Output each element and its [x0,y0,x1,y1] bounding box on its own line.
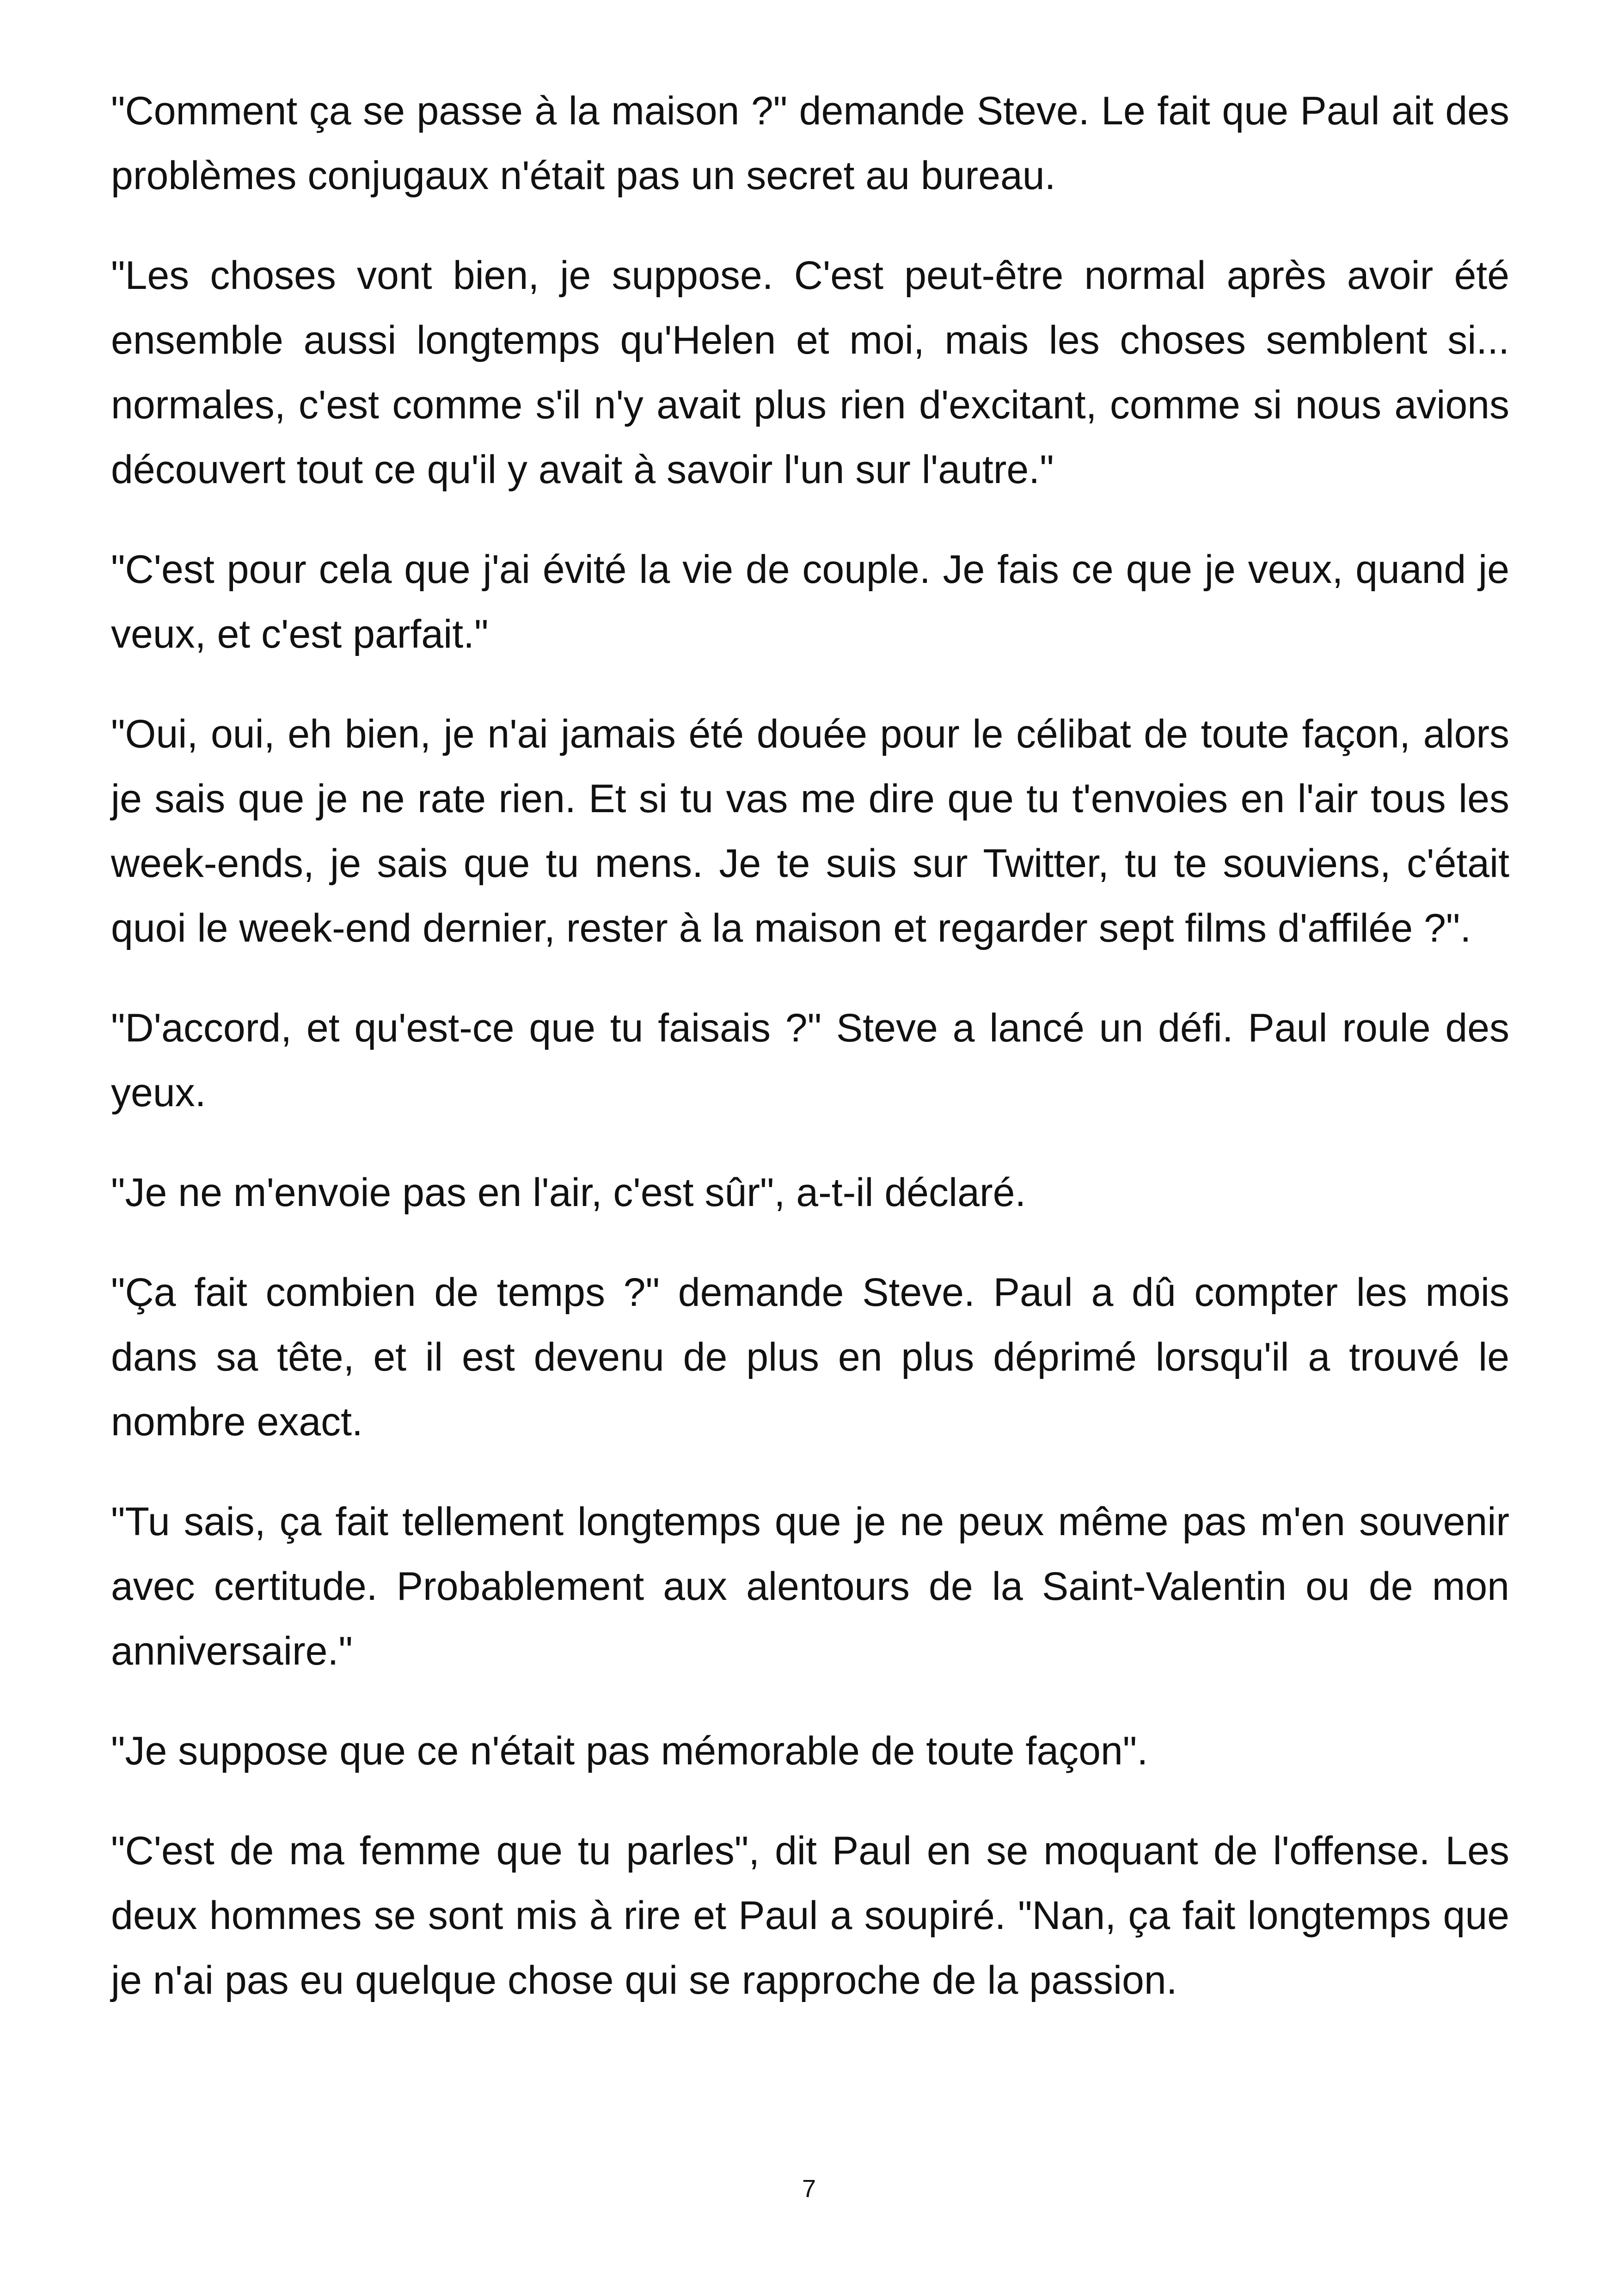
paragraph-3: "C'est pour cela que j'ai évité la vie de couple. Je fais ce que je veux, quand je veux, et c'est parfait." [111,547,1509,656]
body-text [111,79,1509,2048]
paragraph-10: "C'est de ma femme que tu parles", dit Paul en se moquant de l'offense. Les deux hommes se sont mis à rire et Paul a soupiré. "Nan, ça fait longtemps que je n'ai pas eu quelque chose qui se rapproche de la passion. [111,1829,1509,2002]
paragraph-4: "Oui, oui, eh bien, je n'ai jamais été douée pour le célibat de toute façon, alors je sais que je ne rate rien. Et si tu vas me dire que tu t'envoies en l'air tous les week-ends, je sais que tu mens. Je te suis sur Twitter, tu te souviens, c'était quoi le week-end dernier, rester à la maison et regarder sept films d'affilée ?". [111,712,1509,950]
paragraph-7: "Ça fait combien de temps ?" demande Steve. Paul a dû compter les mois dans sa tête, et il est devenu de plus en plus déprimé lorsqu'il a trouvé le nombre exact. [111,1270,1509,1444]
paragraph-2: "Les choses vont bien, je suppose. C'est peut-être normal après avoir été ensemble aussi longtemps qu'Helen et moi, mais les choses semblent si... normales, c'est comme s'il n'y avait plus rien d'excitant, comme si nous avions découvert tout ce qu'il y avait à savoir l'un sur l'autre." [111,253,1509,492]
paragraph-9: "Je suppose que ce n'était pas mémorable de toute façon". [111,1729,1148,1773]
paragraph-1: "Comment ça se passe à la maison ?" demande Steve. Le fait que Paul ait des problèmes conjugaux n'était pas un secret au bureau. [111,89,1509,198]
paragraph-6: "Je ne m'envoie pas en l'air, c'est sûr", a-t-il déclaré. [111,1170,1026,1215]
paragraph-5: "D'accord, et qu'est-ce que tu faisais ?" Steve a lancé un défi. Paul roule des yeux. [111,1006,1509,1115]
paragraph-8: "Tu sais, ça fait tellement longtemps que je ne peux même pas m'en souvenir avec certitude. Probablement aux alentours de la Saint-Valentin ou de mon anniversaire." [111,1500,1509,1673]
page-number: 7 [802,2175,816,2203]
